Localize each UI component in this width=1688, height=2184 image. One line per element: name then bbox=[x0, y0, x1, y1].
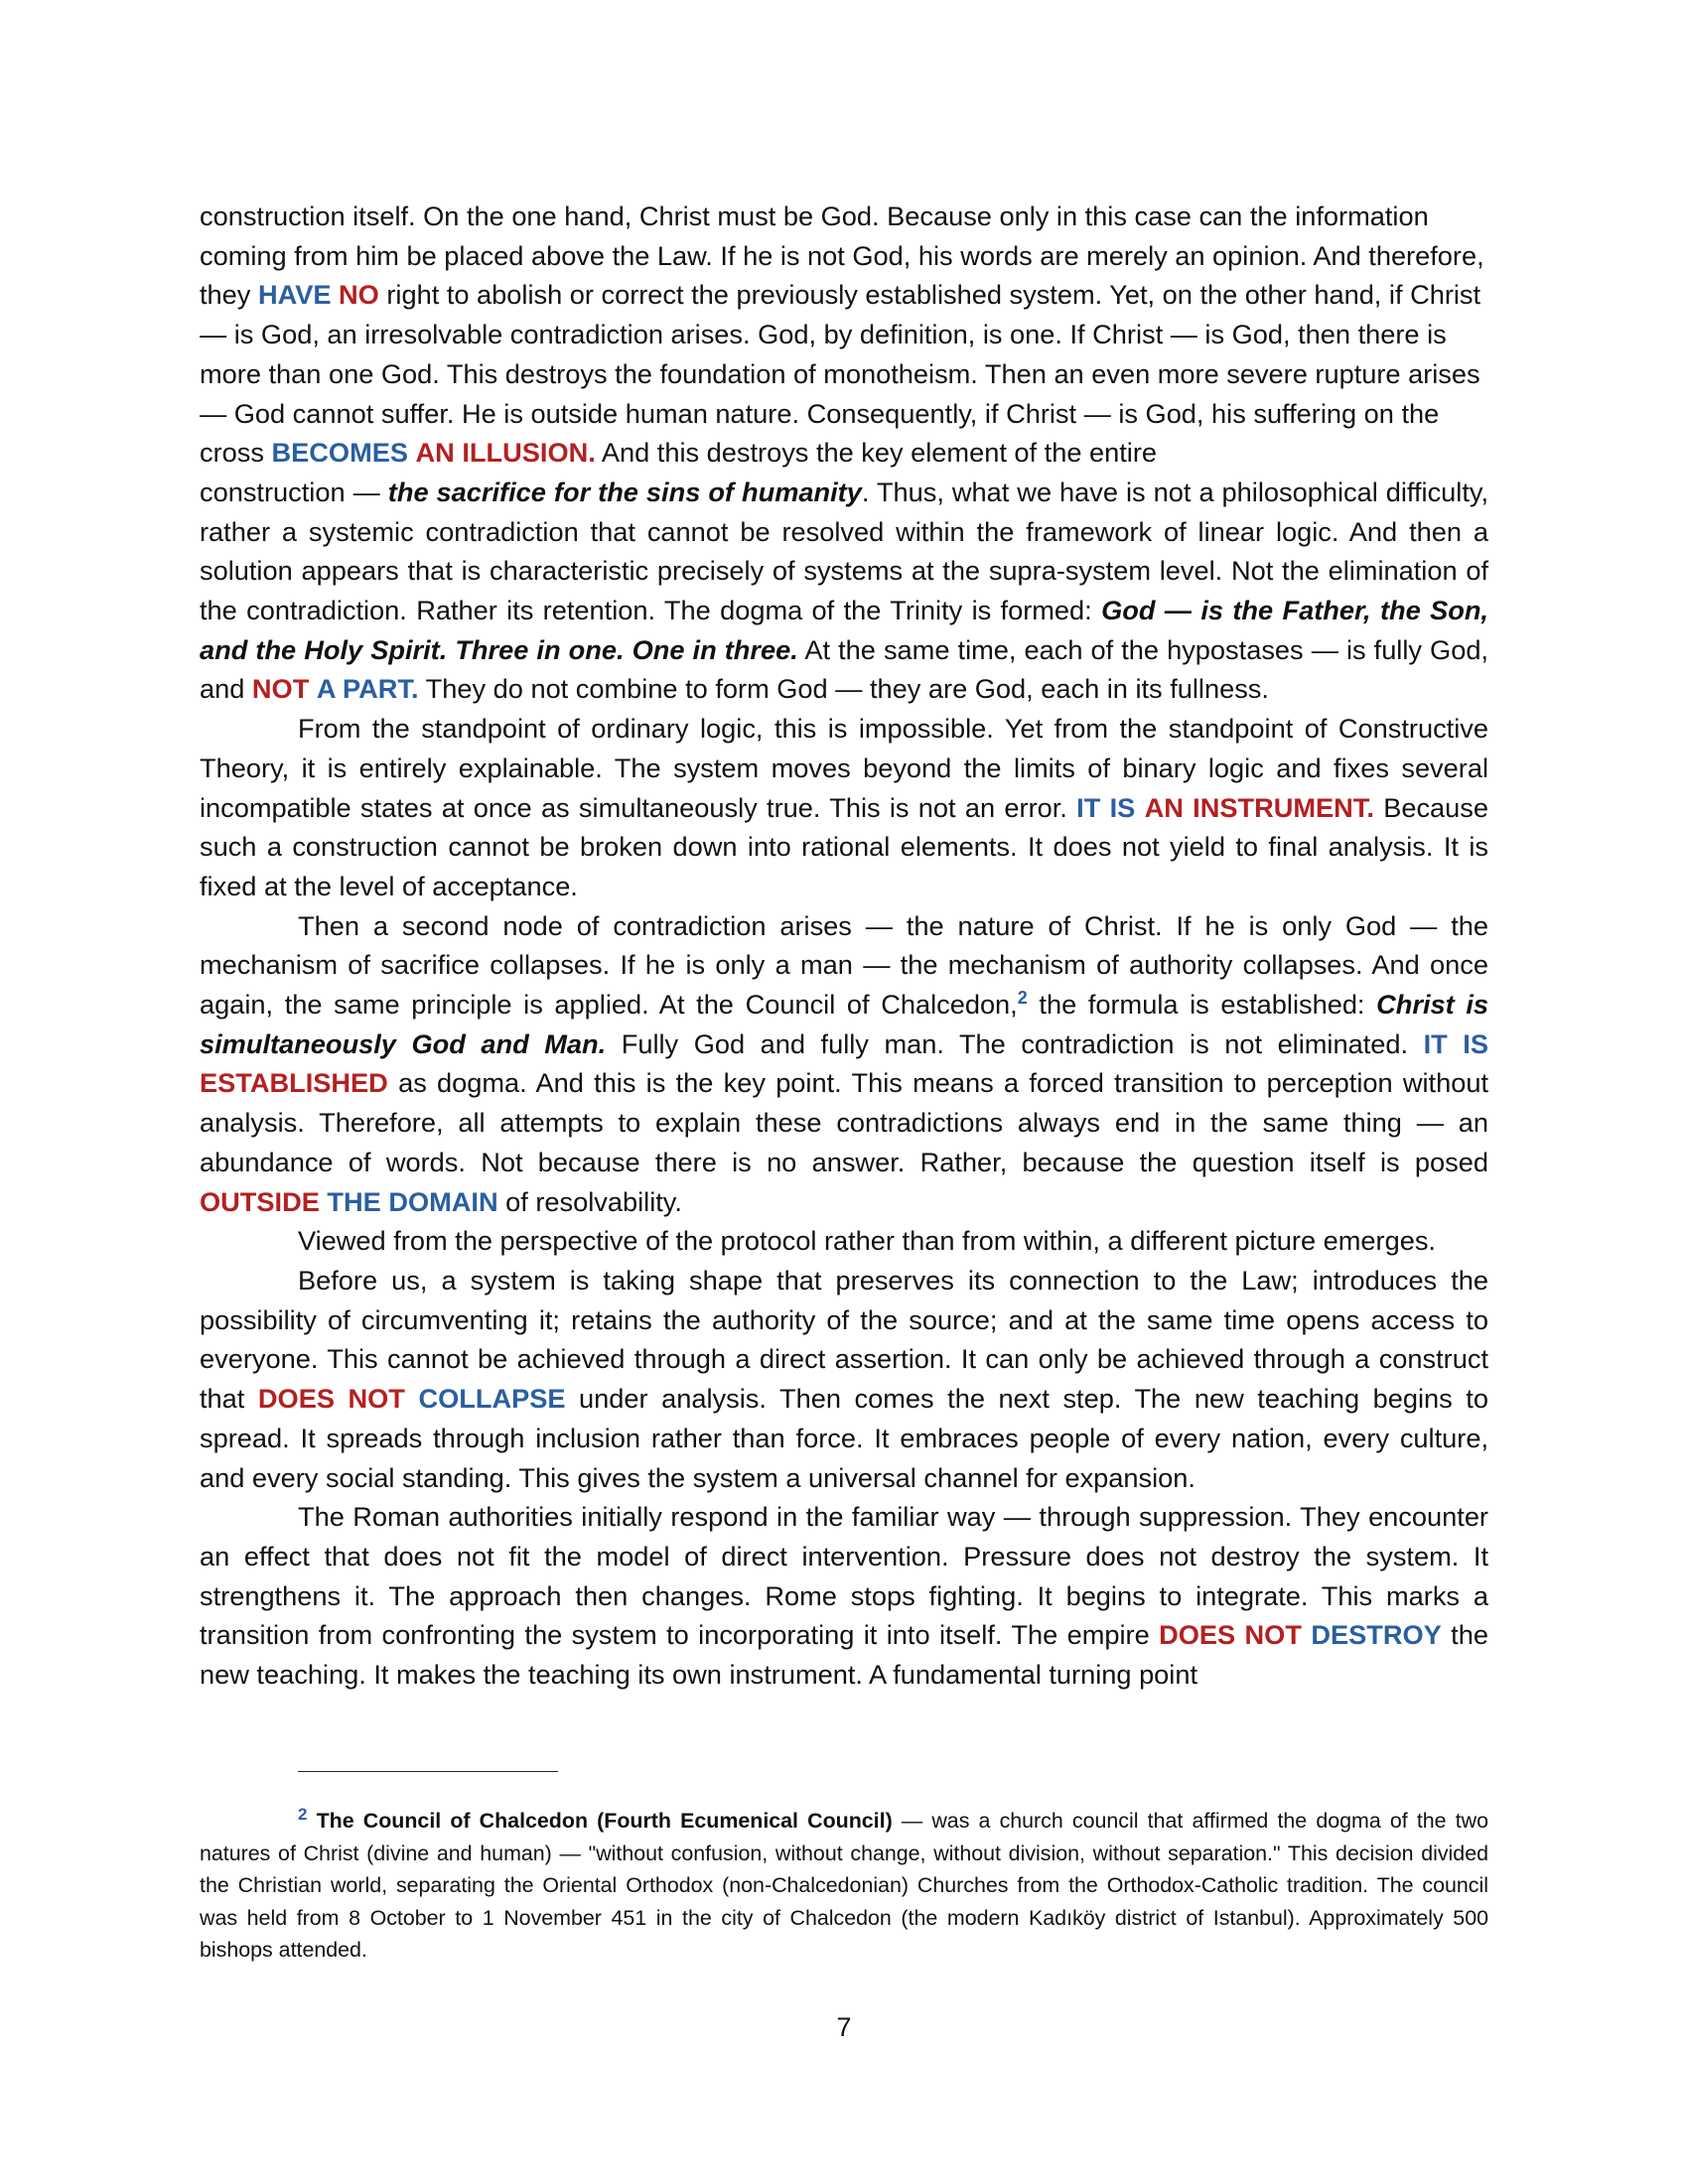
paragraph bbox=[200, 1221, 1488, 1261]
text-run bbox=[331, 279, 339, 310]
text-run bbox=[408, 437, 416, 468]
emphasis-blue: IT IS bbox=[1076, 791, 1136, 823]
paragraph bbox=[200, 1497, 1488, 1695]
paragraph bbox=[200, 1261, 1488, 1497]
emphasis-bold-italic: God — is the Father, the Son, and the Holy Spirit. Three in one. One in three. bbox=[200, 595, 1488, 665]
footnote-reference: 2 bbox=[1017, 988, 1028, 1008]
footnote-marker: 2 bbox=[298, 1804, 308, 1824]
text-run: At the same time, each of the hypostases — is fully God, and bbox=[200, 633, 1488, 705]
emphasis-blue: COLLAPSE bbox=[418, 1383, 566, 1415]
text-run: the formula is established: bbox=[1027, 989, 1377, 1021]
footnote-heading: The Council of Chalcedon (Fourth Ecumenical Council) bbox=[316, 1809, 893, 1833]
emphasis-red: ESTABLISHED bbox=[200, 1067, 388, 1099]
emphasis-bold-italic: Christ is simultaneously God and Man. bbox=[200, 989, 1489, 1059]
emphasis-blue: IT IS bbox=[1423, 1027, 1488, 1059]
text-run: the new teaching. It makes the teaching its own instrument. A fundamental turning point bbox=[200, 1619, 1488, 1691]
emphasis-blue: THE DOMAIN bbox=[327, 1185, 498, 1217]
text-run bbox=[405, 1383, 419, 1414]
paragraph bbox=[200, 906, 1488, 1222]
text-run: construction — bbox=[200, 476, 388, 507]
emphasis-red: AN ILLUSION. bbox=[415, 437, 596, 469]
text-run: The Roman authorities initially respond in the familiar way — through suppression. They encounter an effect that does not fit the model of direct intervention. Pressure does not destroy the system. It strengthens it. The approach then changes. Rome stops fighting. It begins to integrate. This marks a transition from confronting the system to incorporating it into itself. The empire bbox=[200, 1501, 1488, 1651]
emphasis-blue: DESTROY bbox=[1311, 1619, 1442, 1651]
text-run: construction itself. On the one hand, Christ must be God. Because only in this case can the information coming from him be placed above the Law. If he is not God, his words are merely an opinion. And therefore, they bbox=[200, 201, 1484, 311]
text-run: Because such a construction cannot be broken down into rational elements. It does not yield to final analysis. It is fixed at the level of acceptance. bbox=[200, 791, 1488, 901]
emphasis-red: DOES NOT bbox=[1159, 1619, 1302, 1651]
text-run: Before us, a system is taking shape that preserves its connection to the Law; introduces the possibility of circumventing it; retains the authority of the source; and at the same time opens access to everyone. This cannot be achieved through a direct assertion. It can only be achieved through a construct that bbox=[200, 1264, 1488, 1415]
text-run: of resolvability. bbox=[497, 1185, 682, 1217]
emphasis-blue: HAVE bbox=[257, 279, 332, 311]
text-run: right to abolish or correct the previously established system. Yet, on the other hand, if Christ — is God, an irresolvable contradiction arises. God, by definition, is one. If Christ — is God, then there is more than one God. This destroys the foundation of monotheism. Then an even more severe rupture arises — God cannot suffer. He is outside human nature. Consequently, if Christ — is God, his suffering on the cross bbox=[200, 279, 1481, 469]
emphasis-red: DOES NOT bbox=[257, 1383, 405, 1415]
text-run: They do not combine to form God — they are God, each in its fullness. bbox=[418, 673, 1269, 705]
text-run: as dogma. And this is the key point. This means a forced transition to perception without analysis. Therefore, all attempts to explain these contradictions always end in the same thing — an abundance of words. Not because there is no answer. Rather, because the question itself is posed bbox=[200, 1067, 1488, 1177]
page-number: 7 bbox=[836, 2012, 852, 2042]
text-run bbox=[1135, 792, 1144, 823]
text-run: From the standpoint of ordinary logic, this is impossible. Yet from the standpoint of Constructive Theory, it is entirely explainable. The system moves beyond the limits of binary logic and fixes several incompatible states at once as simultaneously true. This is not an error. bbox=[200, 713, 1488, 823]
paragraph bbox=[200, 709, 1488, 906]
text-run: . Thus, what we have is not a philosophical difficulty, rather a systemic contradiction that cannot be resolved within the framework of linear logic. And then a solution appears that is characteristic precisely of systems at the supra-system level. Not the elimination of the contradiction. Rather its retention. The dogma of the Trinity is formed: bbox=[200, 476, 1489, 626]
text-run: under analysis. Then comes the next step. The new teaching begins to spread. It spreads through inclusion rather than force. It embraces people of every nation, every culture, and every social standing. This gives the system a universal channel for expansion. bbox=[200, 1383, 1488, 1493]
text-run bbox=[1302, 1619, 1311, 1650]
emphasis-bold-italic: the sacrifice for the sins of humanity bbox=[387, 476, 862, 507]
emphasis-red: OUTSIDE bbox=[200, 1185, 320, 1217]
text-run: Then a second node of contradiction arises — the nature of Christ. If he is only God — the mechanism of sacrifice collapses. If he is only a man — the mechanism of authority collapses. And once again, the same principle is applied. At the Council of Chalcedon, bbox=[200, 909, 1488, 1021]
emphasis-red: NOT bbox=[251, 673, 310, 705]
body-text bbox=[200, 197, 1488, 1695]
text-run bbox=[309, 673, 317, 704]
emphasis-red: NO bbox=[339, 279, 379, 311]
emphasis-red: AN INSTRUMENT. bbox=[1144, 791, 1374, 823]
text-run: Fully God and fully man. The contradiction is not eliminated. bbox=[606, 1027, 1424, 1059]
paragraph bbox=[200, 473, 1488, 709]
emphasis-blue: A PART. bbox=[316, 673, 419, 705]
text-run: And this destroys the key element of the entire bbox=[595, 437, 1158, 469]
footnote bbox=[200, 1805, 1488, 1967]
text-run: Viewed from the perspective of the protocol rather than from within, a different picture emerges. bbox=[298, 1225, 1436, 1257]
footnote-text: — was a church council that affirmed the dogma of the two natures of Christ (divine and human) — "without confusion, without change, without division, without separation." This decision divided the Christian world, separating the Oriental Orthodox (non-Chalcedonian) Churches from the Orthodox-Catholic tradition. The council was held from 8 October to 1 November 451 in the city of Chalcedon (the modern Kadıköy district of Istanbul). Approximately 500 bishops attended. bbox=[200, 1809, 1488, 1962]
paragraph bbox=[200, 197, 1488, 473]
emphasis-blue: BECOMES bbox=[271, 437, 408, 469]
footnote-separator bbox=[298, 1771, 558, 1772]
